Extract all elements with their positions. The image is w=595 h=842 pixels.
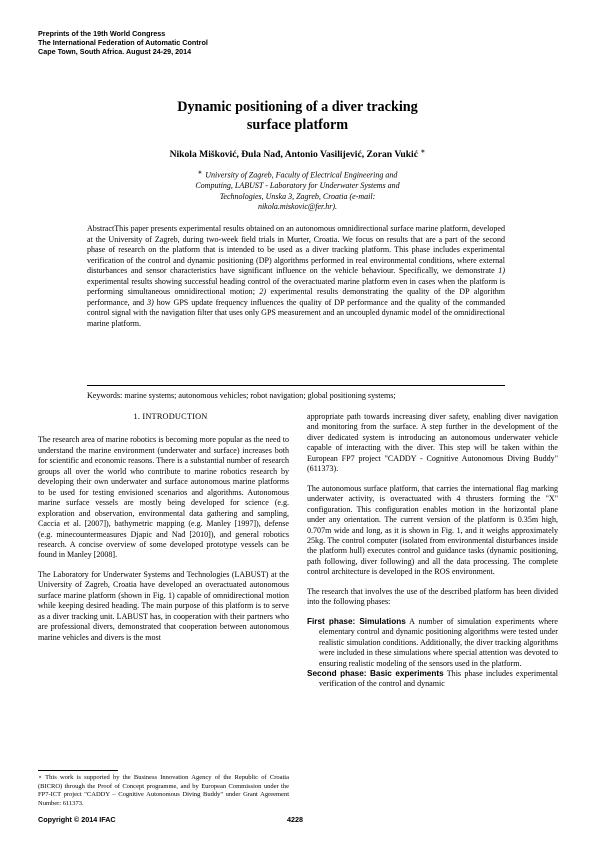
right-paragraph-2: The autonomous surface platform, that carries the international flag marking underwater activity, is overactuated with 4 thrusters forming the "X" configuration. This configuration enables motion in the horizontal plane under any orientation. The current version of the platform is 0.35m high, 0.707m wide and long, as it is shown in Fig. 1, and it weighs approximately 25kg. The control computer (isolated from environmental disturbances inside the platform hull) executes control and guidance tasks (dynamic positioning, path following, diver following) and all the data processing. The complete control architecture is developed in the ROS environment. — [307, 483, 558, 577]
page-number: 4228 — [287, 815, 303, 824]
conference-header — [38, 29, 208, 56]
conference-header-line1: Preprints of the 19th World Congress — [38, 29, 166, 38]
footnote-divider — [38, 770, 118, 771]
left-column — [38, 412, 289, 652]
title-line1: Dynamic positioning of a diver tracking — [177, 99, 418, 115]
abstract-lead: AbstractThis paper presents experimental results obtained on an autonomous omnidirectional surface marine platform, developed at the University of Zagreb, during two-week field trials in Murter, Croatia. We focus on results that are a part of the second phase of research on the platform that is intended to be used as a diver tracking platform. This phase includes experimental verification of the control and dynamic positioning (DP) algorithms performed in real environmental conditions, where external disturbances and sensor characteristics have significant influence on the vehicle behaviour. Specifically, we demonstrate — [87, 224, 505, 276]
affiliation — [170, 168, 425, 213]
abstract-marker-1: 1) — [498, 266, 505, 276]
conference-header-line3: Cape Town, South Africa. August 24-29, 2014 — [38, 47, 192, 56]
affiliation-line2: Computing, LABUST - Laboratory for Underwater Systems and — [195, 181, 400, 191]
abstract-part-1: experimental results showing successful heading control of the overactuated marine platform even in cases when the platform is performing simultaneous omnidirectional motion; — [87, 276, 505, 297]
phase-item-first — [307, 617, 558, 669]
phase-name-first: First phase: Simulations — [307, 616, 406, 626]
footnote: ⋆ This work is supported by the Business Innovation Agency of the Republic of Croatia (BICRO) through the Proof of Concept programme, and by European Commission under the FP7-ICT project "CADDY – Cognitive Autonomous Diving Buddy" under Grant Agreement Number: 611373. — [38, 774, 289, 807]
intro-paragraph-1: The research area of marine robotics is becoming more popular as the need to understand the marine environment (underwater and surface) increases both for scientific and economic reasons. There is a substantial number of research groups all over the world who contribute to marine robotics research by developing their own underwater and surface autonomous marine platforms to be used for testing envisioned scenarios and algorithms. Autonomous marine surface vessels are mostly being developed for science (e.g. exploration and observation, environmental data gathering and sampling, Caccia et al. [2007]), bathymetric mapping (e.g. Manley [1997]), defense (e.g. minecountermeasures Djapic and Nađ [2010]), and general robotics research. A concise overview of some developed prototype vessels can be found in Manley [2008]. — [38, 435, 289, 560]
affiliation-line3: Technologies, Unska 3, Zagreb, Croatia (e-mail: — [219, 191, 376, 201]
abstract-part-3: how GPS update frequency influences the quality of DP performance and the quality of the commanded control signal with the navigation filter that uses only GPS measurement and an uncoupled dynamic model of the omnidirectional marine platform. — [87, 297, 505, 328]
right-paragraph-1: appropriate path towards increasing diver safety, enabling diver navigation and monitoring from the surface. A step further in the development of the diver dedicated system is introducing an autonomous underwater vehicle capable of interacting with the diver. This step will be taken within the European FP7 project "CADDY - Cognitive Autonomous Diving Buddy" (611373). — [307, 412, 558, 474]
conference-header-line2: The International Federation of Automatic Control — [38, 38, 208, 47]
keywords: Keywords: marine systems; autonomous vehicles; robot navigation; global positioning systems; — [87, 391, 396, 400]
author-list — [60, 146, 535, 161]
title-line2: surface platform — [246, 117, 349, 133]
affiliation-email: nikola.miskovic@fer.hr). — [257, 202, 338, 212]
abstract-marker-2: 2) — [259, 287, 267, 297]
section-heading-introduction: 1. INTRODUCTION — [133, 412, 208, 421]
intro-paragraph-2: The Laboratory for Underwater Systems and Technologies (LABUST) at the University of Zagreb, Croatia have developed an overactuated autonomous surface marine platform (shown in Fig. 1) capable of omnidirectional motion while keeping desired heading. The main purpose of this platform is to serve as a diver tracking unit. LABUST has, in cooperation with their partners who are professional divers, demonstrated that cooperation between autonomous marine vehicles and divers is the most — [38, 569, 289, 642]
abstract-marker-3: 3) — [147, 297, 154, 307]
phase-item-second — [307, 669, 558, 690]
paper-title — [60, 98, 535, 134]
abstract — [87, 224, 505, 329]
author-affiliation-mark: ∗ — [420, 149, 426, 155]
footer-copyright: Copyright © 2014 IFAC — [38, 815, 116, 824]
right-paragraph-3: The research that involves the use of the described platform has been divided into the following phases: — [307, 586, 558, 607]
right-column — [307, 412, 558, 690]
abstract-divider — [87, 385, 505, 386]
phase-name-second: Second phase: Basic experiments — [307, 668, 444, 678]
phase-text-second: This phase includes experimental verification of the control and dynamic — [319, 668, 558, 689]
affiliation-mark: ∗ — [197, 170, 203, 176]
affiliation-line1: University of Zagreb, Faculty of Electrical Engineering and — [205, 170, 398, 180]
author-names: Nikola Mišković, Đula Nađ, Antonio Vasilijević, Zoran Vukić — [169, 149, 418, 161]
abstract-part-2: experimental results demonstrating the quality of the DP algorithm performance, and — [87, 287, 505, 307]
phase-text-first: A number of simulation experiments where elementary control and dynamic positioning algorithms were tested under realistic simulation conditions. Additionally, the diver tracking algorithms were included in these simulations where special attention was devoted to ensuring realistic modeling of the sensors used in the platform. — [319, 616, 558, 668]
